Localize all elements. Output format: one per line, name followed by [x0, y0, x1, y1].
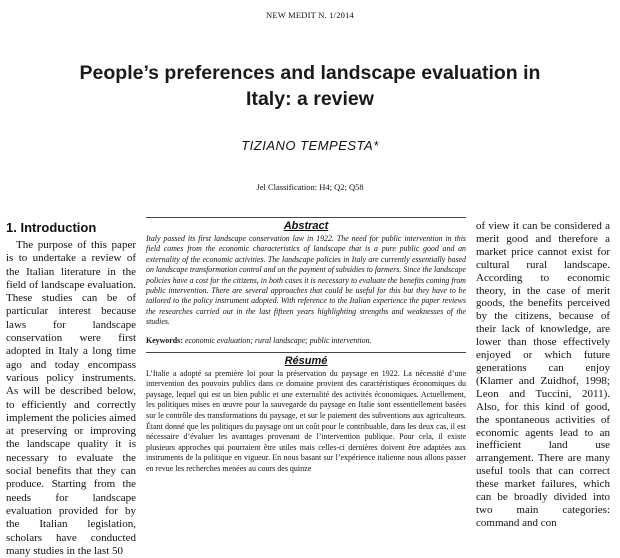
journal-header: NEW MEDIT N. 1/2014: [265, 10, 354, 20]
introduction-heading: 1. Introduction: [6, 220, 97, 235]
keywords-label: Keywords:: [146, 335, 183, 345]
abstract-box: [146, 217, 466, 475]
abstract-heading: Abstract: [283, 220, 329, 232]
introduction-column: [6, 220, 136, 558]
keywords-line: [146, 336, 466, 346]
resume-top-rule: [146, 352, 466, 353]
jel-classification: Jel Classification: H4; Q2; Q58: [256, 182, 364, 192]
right-column: [476, 220, 610, 530]
right-column-text: of view it can be considered a merit good and therefore a market price cannot exist for cultural rural landscape. According to economic theory, in the case of merit goods, the benefits perceived by the citizens, because of their lack of knowledge, are lower than those effectively enjoyed or which future generations can enjoy (Klamer and Zuidhof, 1998; Leon and Tuccini, 2011). Also, for this kind of good, the spontaneous activities of economic agents lead to an inefficient land use arrangement. There are many useful tools that can correct these market failures, which can be broadly divided into two main categories: command and con: [476, 220, 610, 529]
keywords-values: economic evaluation; rural landscape; public intervention.: [184, 335, 372, 345]
resume-heading: Résumé: [284, 354, 328, 367]
article-title: People’s preferences and landscape evaluation in Italy: a review: [79, 62, 541, 110]
article-author: TIZIANO TEMPESTA*: [241, 138, 379, 153]
introduction-text: The purpose of this paper is to undertake a review of the Italian literature in the field of landscape evaluation. These studies can be of particular interest because laws for landscape conservation were first adopted in Italy a long time ago and today encompass various policy instruments. As will be described below, to efficiently and correctly implement the policies aimed at preserving or improving the landscape quality it is necessary to evaluate the social benefits that they can produce. Starting from the needs for landscape evaluation provided for by the Italian legislation, scholars have conducted many studies in the last 50: [6, 239, 136, 557]
resume-text: L’Italie a adopté sa première loi pour la préservation du paysage en 1922. La nécessité d’une intervention des pouvoirs publics dans ce domaine provient des caractéristiques économiques du paysage, lequel qui est un bien public et une externalité des activités économiques. Actuellement, les politiques mises en œuvre pour la sauvegarde du paysage en Italie sont essentiellement basées sur le contrôle des transformations du paysage, et sur le paiement des subventions aux agriculteurs. Étant donné que les politiques du paysage ont un coût pour le contribuable, dans les deux cas, il est nécessaire d’évaluer les avantages provenant de l’intervention publique. Pour cela, il existe plusieurs approches qui pourraient être utiles mais celles-ci dernières doivent être adaptées aux instruments de la politique en vigueur. En nous basant sur l’expérience italienne nous allons passer en revue les recherches menées au cours des quinze: [146, 368, 466, 473]
abstract-text: Italy passed its first landscape conservation law in 1922. The need for public intervention in this field comes from the economic characteristics of landscape that is a pure public good and an externality of the economic activities. The landscape policies in Italy are currently essentially based on landscape transformation control and on the payment of subsidies to farmers. Since the landscape policies have a cost for the citizens, in both cases it is necessary to evaluate the benefits coming from public intervention. There are several approaches that could be useful for this but they have to be tailored to the policy instrument adopted. With reference to the Italian experience the paper reviews the researches carried out in the last fifteen years highlighting strengths and weaknesses of the studies.: [146, 234, 466, 327]
abstract-top-rule: [146, 217, 466, 218]
